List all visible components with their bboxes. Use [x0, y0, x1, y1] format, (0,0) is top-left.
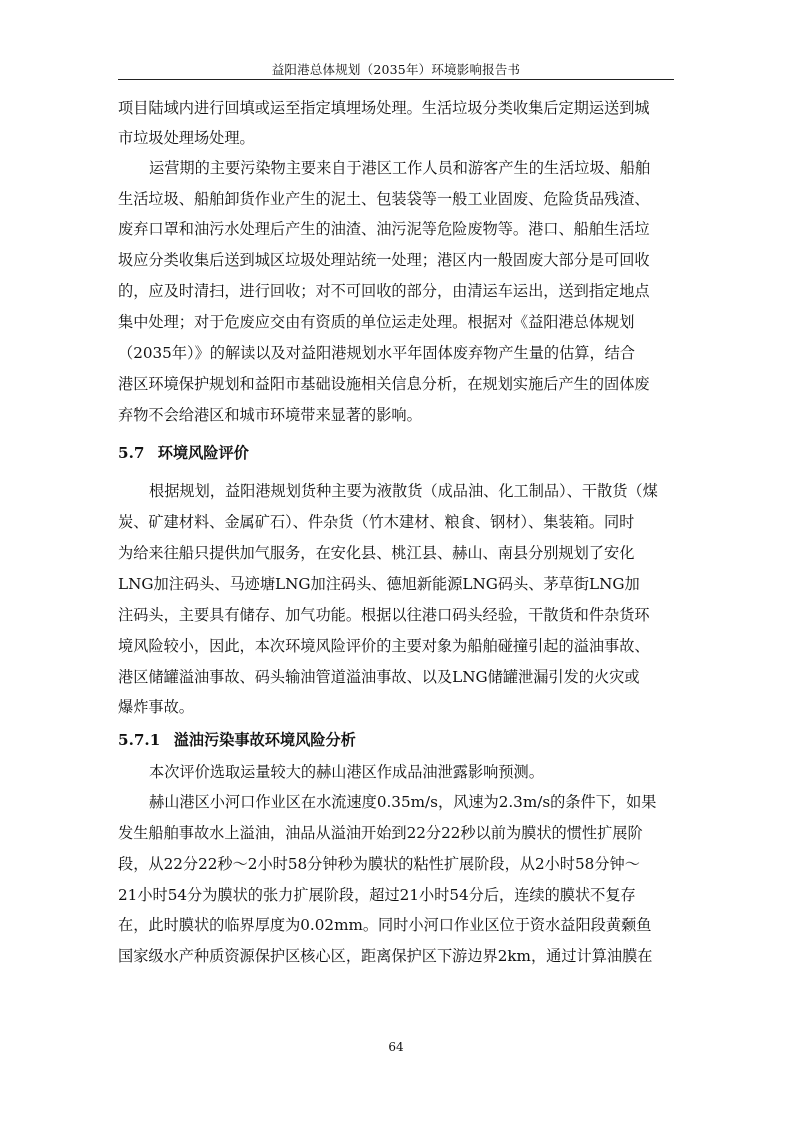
para2-line: 的，应及时清扫，进行回收；对不可回收的部分，由清运车运出，送到指定地点 — [118, 282, 650, 300]
running-header: 益阳港总体规划（2035年）环境影响报告书 — [271, 62, 521, 77]
section-number: 5.7.1 — [118, 731, 161, 749]
para2-line: 运营期的主要污染物主要来自于港区工作人员和游客产生的生活垃圾、船舶 — [149, 159, 651, 177]
para5-line: 赫山港区小河口作业区在水流速度0.35m/s，风速为2.3m/s的条件下，如果 — [149, 793, 657, 811]
para5-line: 段，从22分22秒～2小时58分钟秒为膜状的粘性扩展阶段，从2小时58分钟～ — [118, 855, 640, 873]
para2-line: 弃物不会给港区和城市环境带来显著的影响。 — [118, 406, 422, 424]
para3-line: LNG加注码头、马迹塘LNG加注码头、德旭新能源LNG码头、茅草街LNG加 — [118, 575, 640, 593]
para3-line: 境风险较小，因此，本次环境风险评价的主要对象为船舶碰撞引起的溢油事故、 — [118, 637, 650, 655]
para2-line: 港区环境保护规划和益阳市基础设施相关信息分析，在规划实施后产生的固体废 — [118, 375, 650, 393]
para5-line: 国家级水产种质资源保护区核心区，距离保护区下游边界2km，通过计算油膜在 — [118, 947, 653, 965]
section-heading-5-7 — [118, 438, 249, 468]
para3-line: 炭、矿建材料、金属矿石）、件杂货（竹木建材、粮食、钢材）、集装箱。同时 — [118, 513, 635, 531]
para2-line: 集中处理；对于危废应交由有资质的单位运走处理。根据对《益阳港总体规划 — [118, 313, 635, 331]
para2-line: 圾应分类收集后送到城区垃圾处理站统一处理；港区内一般固废大部分是可回收 — [118, 251, 650, 269]
para2-line: （2035年）》的解读以及对益阳港规划水平年固体废弃物产生量的估算，结合 — [118, 344, 636, 362]
section-title: 溢油污染事故环境风险分析 — [173, 731, 356, 749]
section-heading-5-7-1 — [118, 725, 356, 755]
para3-line: 为给来往船只提供加气服务，在安化县、桃江县、赫山、南县分别规划了安化 — [118, 544, 635, 562]
para3-line: 爆炸事故。 — [118, 698, 194, 716]
para4-line: 本次评价选取运量较大的赫山港区作成品油泄露影响预测。 — [149, 763, 544, 781]
para1-line: 市垃圾处理场处理。 — [118, 129, 255, 147]
para3-line: 港区储罐溢油事故、码头输油管道溢油事故、以及LNG储罐泄漏引发的火灾或 — [118, 668, 640, 686]
para5-line: 发生船舶事故水上溢油，油品从溢油开始到22分22秒以前为膜状的惯性扩展阶 — [118, 824, 643, 842]
section-title: 环境风险评价 — [157, 444, 249, 462]
para2-line: 生活垃圾、船舶卸货作业产生的泥土、包装袋等一般工业固废、危险货品残渣、 — [118, 190, 650, 208]
para5-line: 21小时54分为膜状的张力扩展阶段，超过21小时54分后，连续的膜状不复存 — [118, 886, 636, 904]
para3-line: 注码头，主要具有储存、加气功能。根据以往港口码头经验，干散货和件杂货环 — [118, 606, 650, 624]
header-rule — [118, 79, 674, 80]
para5-line: 在，此时膜状的临界厚度为0.02mm。同时小河口作业区位于资水益阳段黄颡鱼 — [118, 916, 652, 934]
para1-line: 项目陆域内进行回填或运至指定填埋场处理。生活垃圾分类收集后定期运送到城 — [118, 99, 650, 117]
page-number: 64 — [388, 1040, 404, 1054]
para2-line: 废弃口罩和油污水处理后产生的油渣、油污泥等危险废物等。港口、船舶生活垃 — [118, 220, 650, 238]
para3-line: 根据规划，益阳港规划货种主要为液散货（成品油、化工制品）、干散货（煤 — [149, 482, 658, 500]
section-number: 5.7 — [118, 444, 145, 462]
